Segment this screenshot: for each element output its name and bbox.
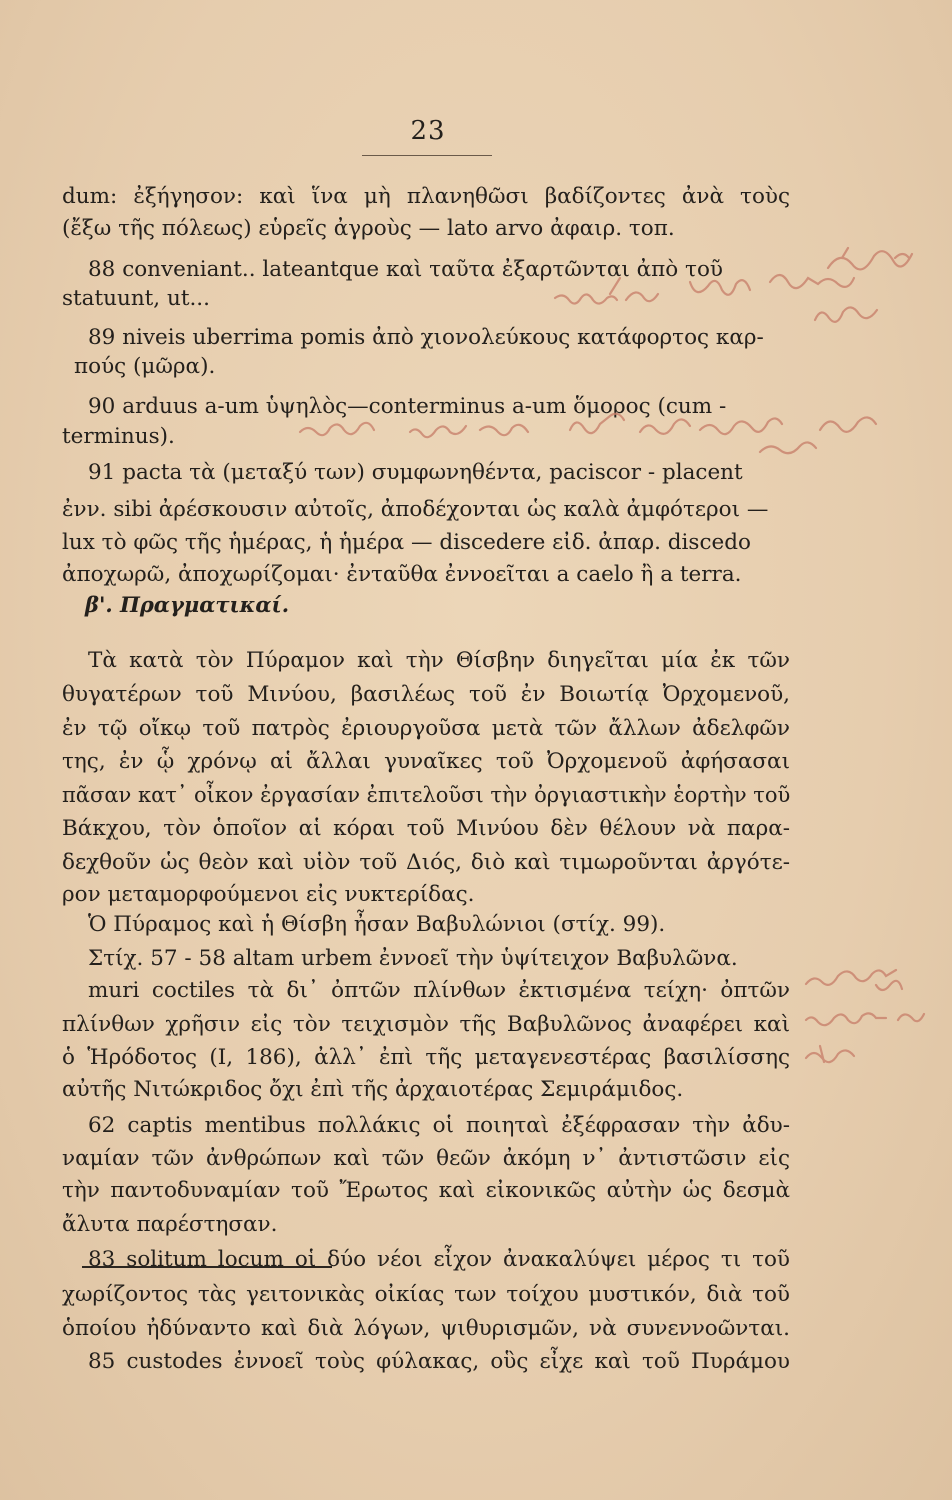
text-line-content: Τὰ κατὰ τὸν Πύραμον καὶ τὴν Θίσβην διηγεῖται μία ἐκ τῶν [88,648,790,673]
text-line-content: χωρίζοντος τὰς γειτονικὰς οἰκίας των τοίχου μυστικόν, διὰ τοῦ [62,1282,790,1307]
text-line-content: πούς (μῶρα). [74,354,216,379]
text-line-content: θυγατέρων τοῦ Μινύου, βασιλέως τοῦ ἐν Βοιωτίᾳ Ὀρχομενοῦ, [62,682,790,707]
text-line-content: ἀποχωρῶ, ἀποχωρίζομαι· ἐνταῦθα ἐννοεῖται a caelo ἢ a terra. [62,562,742,587]
text-line-content: πλίνθων χρῆσιν εἰς τὸν τειχισμὸν τῆς Βαβυλῶνος ἀναφέρει καὶ [62,1012,790,1037]
text-line-content: terminus). [62,424,175,449]
text-line-content: 90 arduus a-um ὑψηλὸς—conterminus a-um ὅμορος (cum - [88,394,727,419]
text-line-content: ναμίαν τῶν ἀνθρώπων καὶ τῶν θεῶν ἀκόμη ν᾽ ἀντιστῶσιν εἰς [62,1146,790,1171]
text-line-content: ἐν τῷ οἴκῳ τοῦ πατρὸς ἐριουργοῦσα μετὰ τῶν ἄλλων ἀδελφῶν [62,716,790,741]
text-line-content: ἐνν. sibi ἀρέσκουσιν αὐτοῖς, ἀποδέχονται ὡς καλὰ ἀμφότεροι — [62,497,769,522]
text-line-content: 88 conveniant.. lateantque καὶ ταῦτα ἐξαρτῶνται ἀπὸ τοῦ [88,257,723,282]
text-line-content: lux τὸ φῶς τῆς ἡμέρας, ἡ ἡμέρα — discedere εἰδ. ἀπαρ. discedo [62,530,751,555]
text-line-content: ὁποίου ἠδύναντο καὶ διὰ λόγων, ψιθυρισμῶν, νὰ συνεννοῶνται. [62,1316,790,1341]
text-line-content: (ἔξω τῆς πόλεως) εὑρεῖς ἀγροὺς — lato arvo ἀφαιρ. τοπ. [62,216,675,241]
text-line-content: statuunt, ut... [62,286,210,311]
page-number: 23 [410,116,446,146]
text-line-content: Βάκχου, τὸν ὁποῖον αἱ κόραι τοῦ Μινύου δὲν θέλουν νὰ παρα- [62,816,790,841]
text-line-content: muri coctiles τὰ δι᾽ ὀπτῶν πλίνθων ἐκτισμένα τείχη· ὀπτῶν [88,978,790,1003]
text-line-content: 85 custodes ἐννοεῖ τοὺς φύλακας, οὓς εἶχε καὶ τοῦ Πυράμου [88,1349,790,1374]
text-line-content: 89 niveis uberrima pomis ἀπὸ χιονολεύκους κατάφορτος καρ- [88,325,764,350]
text-line-content: Ὁ Πύραμος καὶ ἡ Θίσβη ἦσαν Βαβυλώνιοι (στίχ. 99). [88,912,666,937]
text-line-content: dum: ἐξήγησον: καὶ ἵνα μὴ πλανηθῶσι βαδίζοντες ἀνὰ τοὺς [62,184,790,209]
text-line-content: 91 pacta τὰ (μεταξύ των) συμφωνηθέντα, paciscor - placent [88,460,743,485]
section-heading: β'. Πραγματικαί. [85,592,290,617]
text-line-content: ὁ Ἡρόδοτος (I, 186), ἀλλ᾽ ἐπὶ τῆς μεταγενεστέρας βασιλίσσης [62,1045,790,1070]
text-line-content: της, ἐν ᾧ χρόνῳ αἱ ἄλλαι γυναῖκες τοῦ Ὀρχομενοῦ ἀφήσασαι [62,749,790,774]
text-line-content: ἄλυτα παρέστησαν. [62,1212,278,1237]
text-line-content: 83 solitum locum οἱ δύο νέοι εἶχον ἀνακαλύψει μέρος τι τοῦ [88,1247,790,1272]
text-line-content: τὴν παντοδυναμίαν τοῦ Ἔρωτος καὶ εἰκονικῶς αὐτὴν ὡς δεσμὰ [62,1178,790,1203]
text-line-content: ρον μεταμορφούμενοι εἰς νυκτερίδας. [62,882,475,907]
text-line-content: δεχθοῦν ὡς θεὸν καὶ υἱὸν τοῦ Διός, διὸ καὶ τιμωροῦνται ἀργότε- [62,850,790,875]
text-line-content: 62 captis mentibus πολλάκις οἱ ποιηταὶ ἐξέφρασαν τὴν ἀδυ- [88,1113,790,1138]
text-line-content: πᾶσαν κατ᾽ οἶκον ἐργασίαν ἐπιτελοῦσι τὴν ὀργιαστικὴν ἑορτὴν τοῦ [62,783,791,807]
text-line-content: Στίχ. 57 - 58 altam urbem ἐννοεῖ τὴν ὑψίτειχον Βαβυλῶνα. [88,946,738,971]
text-line-content: αὐτῆς Νιτώκριδος ὄχι ἐπὶ τῆς ἀρχαιοτέρας Σεμιράμιδος. [62,1077,684,1102]
